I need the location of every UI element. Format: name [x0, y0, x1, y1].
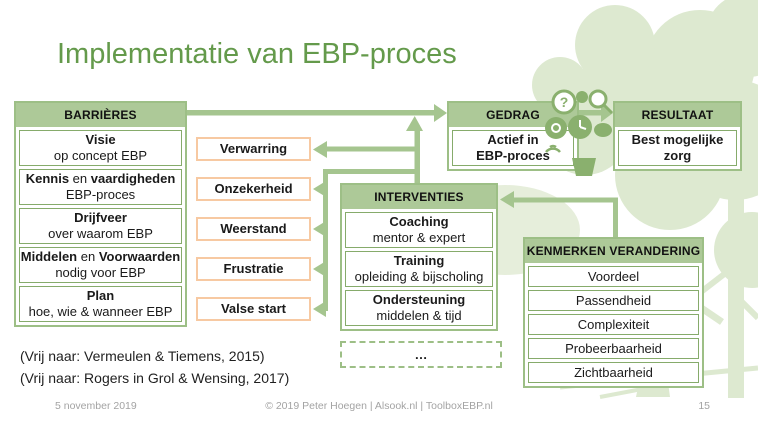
kenmerk-item-zichtbaarheid: Zichtbaarheid — [528, 362, 699, 383]
kenmerken-group — [523, 237, 704, 388]
citation-vermeulen: (Vrij naar: Vermeulen & Tiemens, 2015) — [20, 348, 265, 364]
interventies-group — [340, 183, 498, 331]
barrieres-group — [14, 101, 187, 327]
resultaat-group — [613, 101, 742, 171]
gedrag-header: GEDRAG — [449, 103, 577, 127]
barrier-item-kennis: Kennis en vaardigheden EBP-proces — [19, 169, 182, 205]
line-interventies-branch — [323, 169, 415, 174]
arrow-interventies-up — [415, 128, 421, 185]
slide-title: Implementatie van EBP-proces — [57, 38, 457, 70]
resultaat-header: RESULTAAT — [615, 103, 740, 127]
footer-copyright: © 2019 Peter Hoegen | Alsook.nl | ToolboxEBP.nl — [265, 400, 493, 412]
resultaat-item: Best mogelijke zorg — [618, 130, 737, 166]
barrieres-header: BARRIÈRES — [16, 103, 185, 127]
barrier-item-visie: Visie op concept EBP — [19, 130, 182, 166]
kenmerken-header: KENMERKEN VERANDERING — [525, 239, 702, 263]
interventies-header: INTERVENTIES — [342, 185, 496, 209]
footer-page-number: 15 — [698, 400, 710, 412]
arrow-to-verwarring — [327, 147, 415, 152]
emotion-box-onzekerheid: Onzekerheid — [196, 177, 311, 201]
kenmerk-item-complexiteit: Complexiteit — [528, 314, 699, 335]
barrier-item-plan: Plan hoe, wie & wanneer EBP — [19, 286, 182, 322]
emotion-box-frustratie: Frustratie — [196, 257, 311, 281]
interventie-item-training: Training opleiding & bijscholing — [345, 251, 493, 287]
emotion-box-weerstand: Weerstand — [196, 217, 311, 241]
interventie-item-coaching: Coaching mentor & expert — [345, 212, 493, 248]
kenmerk-item-probeerbaarheid: Probeerbaarheid — [528, 338, 699, 359]
kenmerk-item-voordeel: Voordeel — [528, 266, 699, 287]
footer-date: 5 november 2019 — [55, 400, 137, 412]
emotion-box-verwarring: Verwarring — [196, 137, 311, 161]
barrier-item-drijfveer: Drijfveer over waarom EBP — [19, 208, 182, 244]
barrier-item-middelen: Middelen en Voorwaarden nodig voor EBP — [19, 247, 182, 283]
citation-rogers: (Vrij naar: Rogers in Grol & Wensing, 2017) — [20, 370, 290, 386]
svg-text:?: ? — [559, 94, 569, 110]
arrow-barriers-to-gedrag — [187, 110, 434, 116]
interventies-more-box: … — [340, 341, 502, 368]
interventie-item-ondersteuning: Ondersteuning middelen & tijd — [345, 290, 493, 326]
kenmerk-item-passendheid: Passendheid — [528, 290, 699, 311]
emotion-box-valse-start: Valse start — [196, 297, 311, 321]
arrow-kenmerken-to-interventies — [613, 200, 618, 237]
gedrag-item: Actief in EBP-proces — [452, 130, 574, 166]
thinking-head-icon — [542, 86, 622, 186]
